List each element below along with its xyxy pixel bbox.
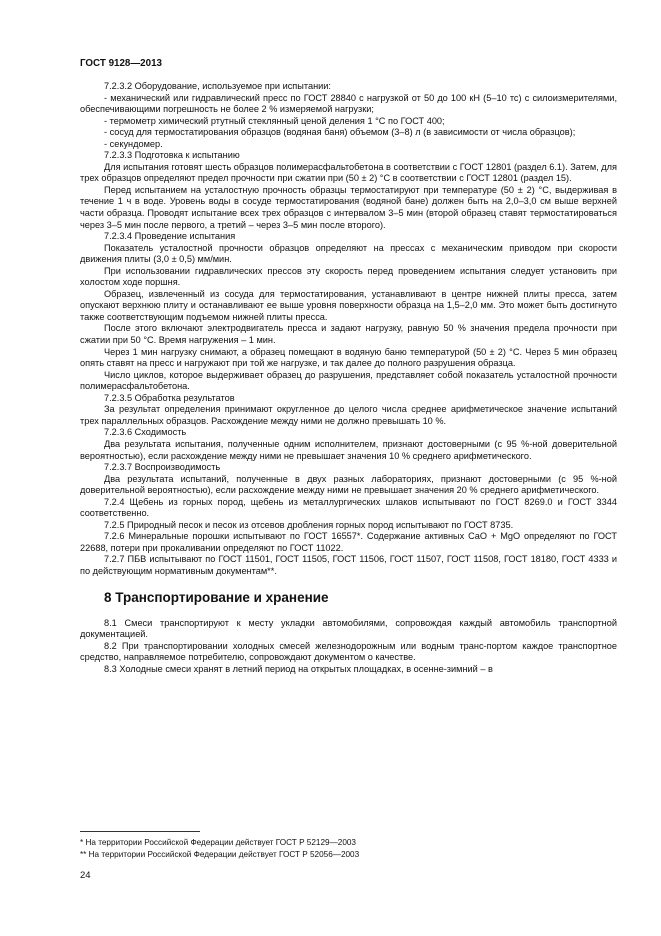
paragraph: 8.3 Холодные смеси хранят в летний период на открытых площадках, в осенне-зимний – в (104, 663, 493, 674)
section-heading: 8 Транспортирование и хранение (104, 589, 329, 605)
paragraph: - термометр химический ртутный стеклянный ценой деления 1 °С по ГОСТ 400; (104, 115, 445, 126)
paragraph: 7.2.3.3 Подготовка к испытанию (104, 150, 240, 161)
paragraph: 8.2 При транспортировании холодных смесей железнодорожным или водным транс-портом каждое транспортное средство, направляемое потребителю, сопровождают документом о качестве. (80, 640, 617, 663)
paragraph: Два результата испытаний, полученные в двух разных лабораториях, признают достоверными (с 95 %-ной доверительной вероятностью), если расхождение между ними не превышает значения 20 % среднего арифметического. (80, 473, 617, 496)
paragraph: 7.2.3.4 Проведение испытания (104, 231, 236, 242)
paragraph: - секундомер. (104, 138, 163, 149)
document-body (80, 81, 617, 675)
paragraph: 7.2.3.5 Обработка результатов (104, 392, 235, 403)
paragraph: При использовании гидравлических прессов эту скорость перед проведением испытания следует установить при холостом ходе поршня. (80, 265, 617, 288)
paragraph: 7.2.3.2 Оборудование, используемое при испытании: (104, 81, 331, 91)
footnote-2: ** На территории Российской Федерации действует ГОСТ Р 52056—2003 (80, 850, 360, 859)
paragraph: За результат определения принимают округленное до целого числа среднее арифметическое значение испытаний трех параллельных образцов. Расхождение между ними не должно превышать 10 %. (80, 404, 617, 426)
paragraph: Два результата испытания, полученные одним исполнителем, признают достоверными (с 95 %-ной доверительной вероятностью), если расхождение между ними не превышает значения 10 % среднего арифметического. (80, 438, 617, 461)
paragraph: 7.2.5 Природный песок и песок из отсевов дробления горных пород испытывают по ГОСТ 8735. (104, 519, 514, 530)
paragraph: 7.2.7 ПБВ испытывают по ГОСТ 11501, ГОСТ 11505, ГОСТ 11506, ГОСТ 11507, ГОСТ 11508, ГОСТ 18180, ГОСТ 4333 и по действующим нормативным документам**. (80, 554, 617, 576)
paragraph: Для испытания готовят шесть образцов полимерасфальтобетона в соответствии с ГОСТ 12801 (раздел 6.1). Затем, для трех образцов определяют предел прочности при сжатии при (50 ± 2) °С в соответствии с ГОСТ 12801 (раздел 15). (80, 161, 617, 184)
paragraph: - сосуд для термостатирования образцов (водяная баня) объемом (3–8) л (в зависимости от числа образцов); (104, 127, 576, 138)
document-header: ГОСТ 9128—2013 (80, 58, 162, 69)
footnote-divider (80, 831, 200, 832)
footnote-1: * На территории Российской Федерации действует ГОСТ Р 52129—2003 (80, 838, 356, 847)
paragraph: 7.2.3.6 Сходимость (104, 427, 187, 438)
paragraph: Образец, извлеченный из сосуда для термостатирования, устанавливают в центре нижней плиты пресса, затем опускают верхнюю плиту и останавливают ее выше уровня поверхности образца на 1,5–2,0 мм. Это может быть достигнуто также соответствующим подъемом нижней плиты пресса. (80, 288, 617, 322)
page-number: 24 (80, 870, 91, 881)
paragraph: 7.2.3.7 Воспроизводимость (104, 462, 221, 473)
paragraph: Перед испытанием на усталостную прочность образцы термостатируют при температуре (50 ± 2) °С, выдерживая в течение 1 ч в воде. Уровень воды в сосуде термостатирования (водяной бане) должен быть на 2,0–3,0 см выше верхней части образца. Проводят испытание всех трех образцов с интервалом 3–5 мин (второй образец ставят термостатироваться через 3–5 мин после первого, а третий – через 3–5 мин после второго). (80, 184, 617, 230)
paragraph: - механический или гидравлический пресс по ГОСТ 28840 с нагрузкой от 50 до 100 кН (5–10 тс) с силоизмерителями, обеспечивающими погрешность не более 2 % измеряемой нагрузки; (80, 92, 617, 115)
paragraph: После этого включают электродвигатель пресса и задают нагрузку, равную 50 % значения предела прочности при сжатии при 50 °С. Время нагружения – 1 мин. (80, 323, 617, 346)
paragraph: 7.2.6 Минеральные порошки испытывают по ГОСТ 16557*. Содержание активных CaO + MgO определяют по ГОСТ 22688, потери при прокаливании определяют по ГОСТ 11022. (80, 531, 617, 553)
paragraph: 7.2.4 Щебень из горных пород, щебень из металлургических шлаков испытывают по ГОСТ 8269.0 и ГОСТ 3344 соответственно. (80, 496, 617, 519)
paragraph: Через 1 мин нагрузку снимают, а образец помещают в водяную баню температурой (50 ± 2) °С. Через 5 мин образец опять ставят на пресс и нагружают при той же нагрузке, и так далее до полного разрушения образца. (80, 346, 617, 369)
paragraph: Показатель усталостной прочности образцов определяют на прессах с механическим приводом при скорости движения плиты (3,0 ± 0,5) мм/мин. (80, 242, 617, 265)
paragraph: Число циклов, которое выдерживает образец до разрушения, представляет собой показатель усталостной прочности полимерасфальтобетона. (80, 369, 617, 392)
paragraph: 8.1 Смеси транспортируют к месту укладки автомобилями, сопровождая каждый автомобиль транспортной документацией. (80, 617, 617, 640)
